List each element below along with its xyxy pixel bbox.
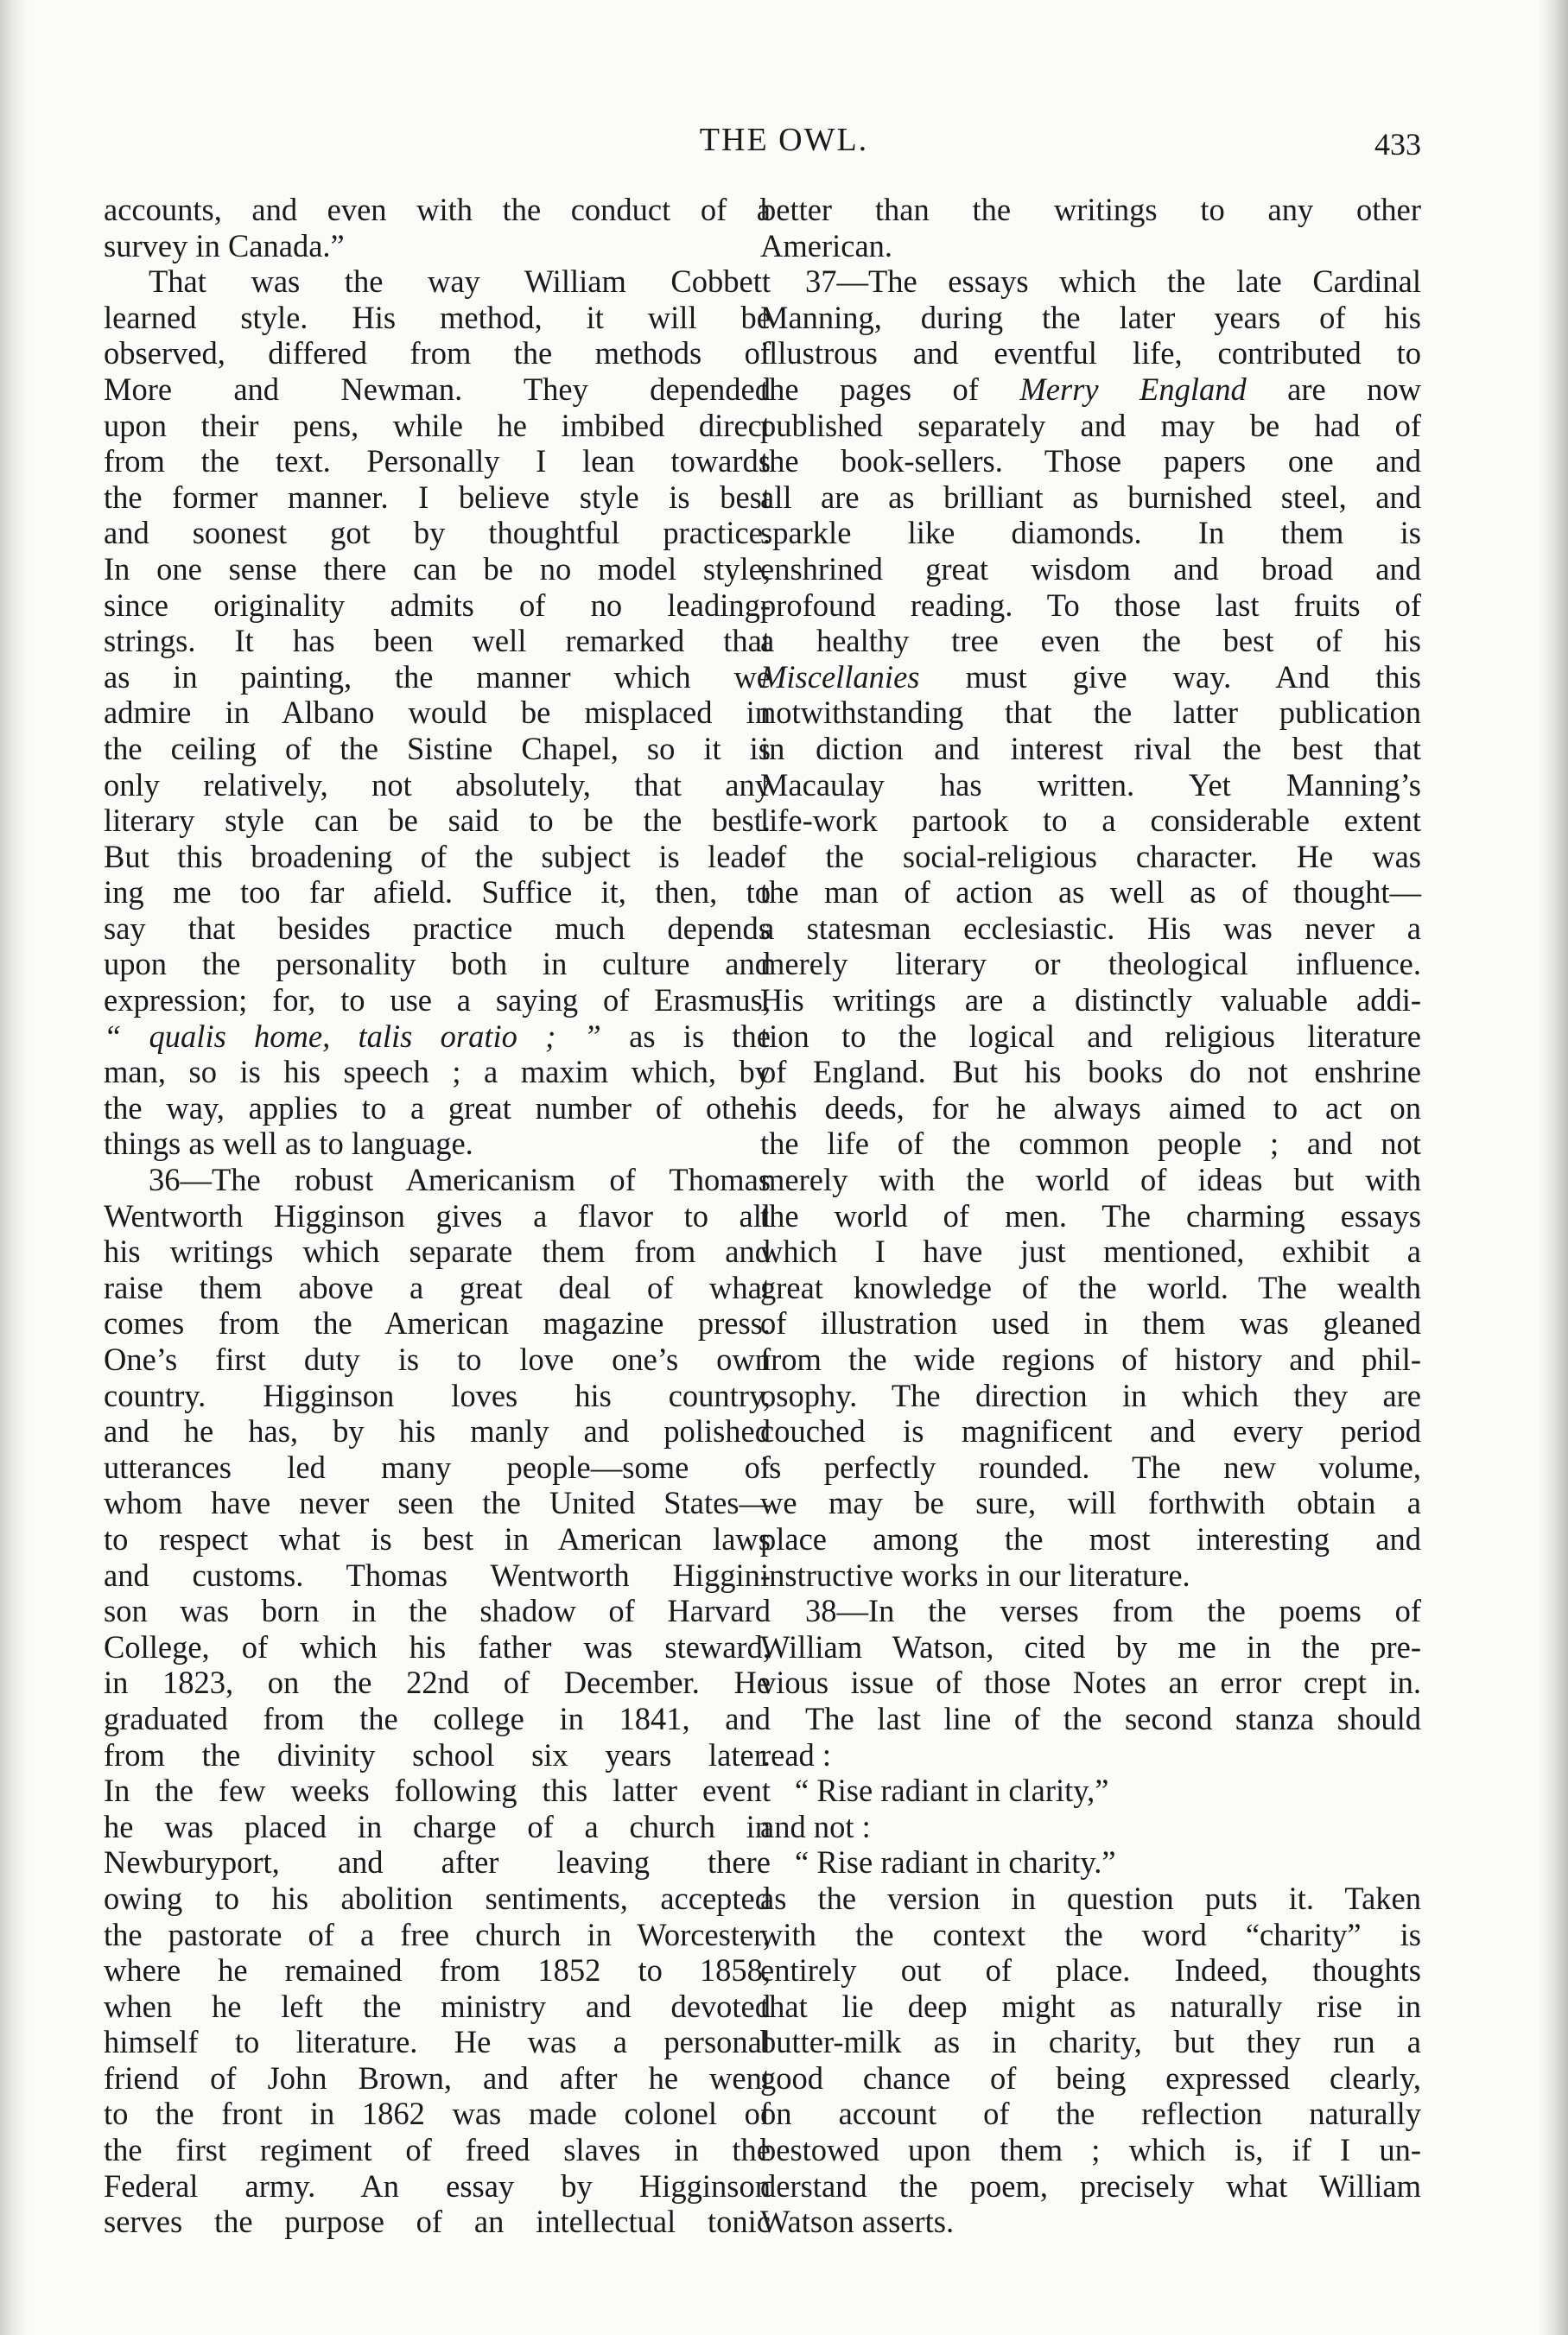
miscellanies-line: [760, 659, 1421, 695]
text-line: good chance of being expressed clearly,: [760, 2059, 1421, 2096]
text-line: Newburyport, and after leaving there: [104, 1844, 771, 1881]
text-line: on account of the reflection naturally: [760, 2096, 1421, 2132]
text-line: ing me too far afield. Suffice it, then, to: [104, 874, 771, 911]
text-line: from the divinity school six years later.: [104, 1736, 771, 1773]
text-line: Macaulay has written. Yet Manning’s: [760, 766, 1421, 803]
miscellanies-tail: must give way. And this: [965, 658, 1421, 695]
text-line: the book-sellers. Those papers one and: [760, 443, 1421, 479]
text-line: Wentworth Higginson gives a flavor to all: [104, 1197, 771, 1234]
text-line: butter-milk as in charity, but they run a: [760, 2024, 1421, 2060]
merry-england-line: [760, 371, 1421, 408]
text-line: since originality admits of no leading-: [104, 587, 771, 623]
quoted-verse: “ Rise radiant in charity.”: [795, 1844, 1116, 1881]
text-line: serves the purpose of an intellectual tonic: [104, 2204, 771, 2240]
text-line: Federal army. An essay by Higginson: [104, 2167, 771, 2204]
text-line: owing to his abolition sentiments, accepted: [104, 1880, 771, 1916]
text-line: In one sense there can be no model style,: [104, 550, 771, 587]
text-line: osophy. The direction in which they are: [760, 1377, 1421, 1413]
text-line: merely literary or theological influence.: [760, 946, 1421, 982]
text-line: of the social-religious character. He was: [760, 838, 1421, 874]
page-number: 433: [1374, 127, 1421, 162]
text-line: sparkle like diamonds. In them is: [760, 515, 1421, 551]
text-line: whom have never seen the United States—: [104, 1485, 771, 1521]
text-line: as in painting, the manner which we: [104, 658, 771, 695]
erasmus-quote: “ qualis home, talis oratio ; ”: [104, 1018, 601, 1054]
text-line: is perfectly rounded. The new volume,: [760, 1449, 1421, 1485]
text-line: observed, differed from the methods of: [104, 335, 771, 371]
page-edge-left: [0, 0, 29, 2335]
text-line: all are as brilliant as burnished steel, and: [760, 479, 1421, 515]
text-line: derstand the poem, precisely what William: [760, 2167, 1421, 2204]
text-line: we may be sure, will forthwith obtain a: [760, 1485, 1421, 1521]
text-line: that lie deep might as naturally rise in: [760, 1988, 1421, 2024]
text-line: strings. It has been well remarked that: [104, 623, 771, 659]
left-column: [104, 192, 771, 2240]
merry-england-title: Merry England: [1019, 371, 1247, 407]
text-line: American.: [760, 227, 893, 263]
text-line: In the few weeks following this latter event: [104, 1773, 771, 1809]
text-line: the world of men. The charming essays: [760, 1197, 1421, 1234]
text-line: One’s first duty is to love one’s own: [104, 1342, 771, 1377]
text-line: son was born in the shadow of Harvard: [104, 1593, 771, 1629]
text-line: the way, applies to a great number of other: [104, 1089, 771, 1126]
text-line: Manning, during the later years of his: [760, 299, 1421, 335]
text-line: life-work partook to a considerable extent: [760, 803, 1421, 839]
text-line: 37—The essays which the late Cardinal: [805, 263, 1421, 300]
text-line: his writings which separate them from and: [104, 1234, 771, 1270]
text-line: expression; for, to use a saying of Erasmus,: [104, 982, 771, 1018]
merry-england-prefix: the pages of: [760, 371, 979, 407]
text-line: the pastorate of a free church in Worcester,: [104, 1916, 771, 1952]
text-line: vious issue of those Notes an error crept in.: [760, 1665, 1421, 1701]
text-line: the ceiling of the Sistine Chapel, so it is: [104, 730, 771, 766]
text-line: which I have just mentioned, exhibit a: [760, 1234, 1421, 1270]
text-line: great knowledge of the world. The wealth: [760, 1269, 1421, 1305]
text-line: That was the way William Cobbett: [149, 263, 771, 300]
text-line: William Watson, cited by me in the pre-: [760, 1628, 1421, 1665]
erasmus-quote-line: [104, 1018, 771, 1055]
text-line: in diction and interest rival the best that: [760, 730, 1421, 766]
page-edge-right: [1539, 0, 1568, 2335]
text-line: entirely out of place. Indeed, thoughts: [760, 1952, 1421, 1989]
text-line: better than the writings to any other: [760, 192, 1421, 227]
text-line: the former manner. I believe style is best: [104, 479, 771, 515]
text-line: merely with the world of ideas but with: [760, 1162, 1421, 1198]
text-line: from the wide regions of history and phil-: [760, 1342, 1421, 1377]
text-line: College, of which his father was steward,: [104, 1628, 771, 1665]
text-line: upon the personality both in culture and: [104, 946, 771, 982]
text-line: Watson asserts.: [760, 2204, 955, 2240]
running-head: [0, 121, 1568, 173]
text-line: and customs. Thomas Wentworth Higgin-: [104, 1557, 771, 1593]
text-line: in 1823, on the 22nd of December. He: [104, 1665, 771, 1701]
text-line: But this broadening of the subject is lead-: [104, 838, 771, 874]
text-line: the first regiment of freed slaves in the: [104, 2132, 771, 2168]
text-line: admire in Albano would be misplaced in: [104, 695, 771, 731]
text-line: His writings are a distinctly valuable addi-: [760, 982, 1421, 1018]
text-line: as the version in question puts it. Taken: [760, 1880, 1421, 1916]
text-line: profound reading. To those last fruits of: [760, 587, 1421, 623]
text-line: where he remained from 1852 to 1858,: [104, 1952, 771, 1989]
right-column: [760, 192, 1421, 2240]
text-line: to respect what is best in American laws: [104, 1520, 771, 1557]
text-line: utterances led many people—some of: [104, 1449, 771, 1485]
text-line: say that besides practice much depends: [104, 910, 771, 946]
text-line: he was placed in charge of a church in: [104, 1808, 771, 1844]
text-line: a healthy tree even the best of his: [760, 623, 1421, 659]
text-line: the life of the common people ; and not: [760, 1126, 1421, 1162]
text-line: couched is magnificent and every period: [760, 1413, 1421, 1450]
text-line: published separately and may be had of: [760, 407, 1421, 443]
erasmus-quote-tail: as is the: [629, 1018, 771, 1054]
page-title: THE OWL.: [699, 122, 869, 158]
merry-england-tail: are now: [1287, 371, 1422, 407]
text-line: 38—In the verses from the poems of: [805, 1593, 1421, 1629]
text-line: accounts, and even with the conduct of a: [104, 192, 771, 227]
text-line: and soonest got by thoughtful practice.: [104, 515, 771, 551]
text-line: of illustration used in them was gleaned: [760, 1305, 1421, 1342]
text-line: things as well as to language.: [104, 1126, 473, 1162]
quoted-verse: “ Rise radiant in clarity,”: [795, 1773, 1109, 1809]
text-line: and not :: [760, 1808, 871, 1844]
text-line: himself to literature. He was a personal: [104, 2024, 771, 2060]
text-line: learned style. His method, it will be: [104, 299, 771, 335]
text-line: friend of John Brown, and after he went: [104, 2059, 771, 2096]
text-line: graduated from the college in 1841, and: [104, 1700, 771, 1736]
text-line: to the front in 1862 was made colonel of: [104, 2096, 771, 2132]
text-line: bestowed upon them ; which is, if I un-: [760, 2132, 1421, 2168]
text-line: when he left the ministry and devoted: [104, 1988, 771, 2024]
text-line: read :: [760, 1736, 832, 1773]
text-line: place among the most interesting and: [760, 1520, 1421, 1557]
text-line: of England. But his books do not enshrine: [760, 1054, 1421, 1090]
text-line: from the text. Personally I lean towards: [104, 443, 771, 479]
text-line: comes from the American magazine press.: [104, 1305, 771, 1342]
miscellanies-title: Miscellanies: [760, 658, 920, 695]
text-line: illustrous and eventful life, contributed to: [760, 335, 1421, 371]
text-line: man, so is his speech ; a maxim which, by: [104, 1054, 771, 1090]
text-line: raise them above a great deal of what: [104, 1269, 771, 1305]
text-line: country. Higginson loves his country,: [104, 1377, 771, 1413]
text-line: instructive works in our literature.: [760, 1557, 1190, 1593]
text-line: 36—The robust Americanism of Thomas: [149, 1162, 771, 1198]
text-line: literary style can be said to be the best.: [104, 803, 771, 839]
text-line: a statesman ecclesiastic. His was never a: [760, 910, 1421, 946]
text-line: his deeds, for he always aimed to act on: [760, 1089, 1421, 1126]
text-line: and he has, by his manly and polished: [104, 1413, 771, 1450]
text-line: survey in Canada.”: [104, 227, 345, 263]
text-line: upon their pens, while he imbibed direct: [104, 407, 771, 443]
text-line: enshrined great wisdom and broad and: [760, 550, 1421, 587]
text-line: The last line of the second stanza should: [805, 1700, 1421, 1736]
text-line: only relatively, not absolutely, that any: [104, 766, 771, 803]
text-line: More and Newman. They depended: [104, 371, 771, 407]
text-line: with the context the word “charity” is: [760, 1916, 1421, 1952]
text-line: the man of action as well as of thought—: [760, 874, 1421, 911]
text-line: notwithstanding that the latter publication: [760, 695, 1421, 731]
text-line: tion to the logical and religious literature: [760, 1018, 1421, 1054]
